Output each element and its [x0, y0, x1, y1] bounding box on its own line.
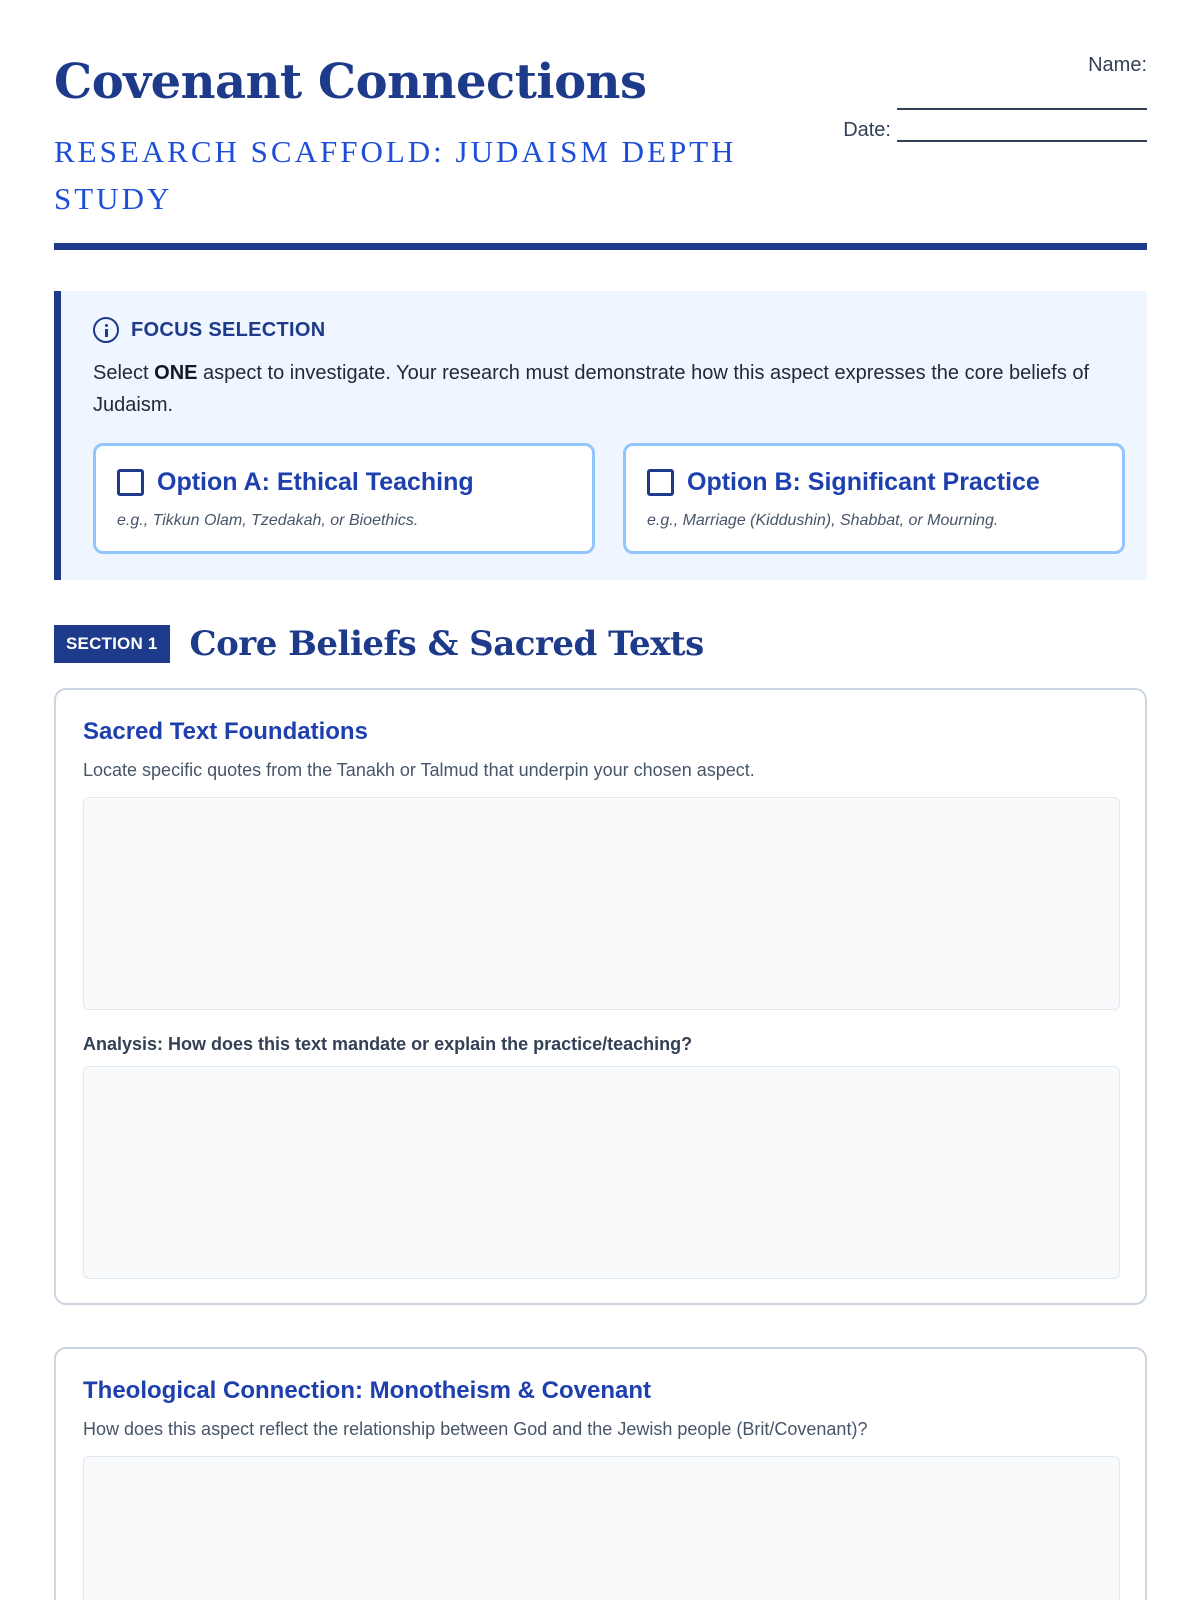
focus-heading [93, 317, 326, 343]
card-title: Sacred Text Foundations [83, 718, 368, 745]
focus-label: FOCUS SELECTION [131, 318, 326, 341]
theology-answer-area[interactable] [83, 1456, 1120, 1600]
quotes-answer-area[interactable] [83, 797, 1120, 1010]
student-meta [843, 54, 1147, 142]
option-b-card[interactable] [623, 443, 1125, 554]
option-b-heading [647, 468, 1040, 497]
date-label: Date: [843, 119, 891, 141]
theology-card [54, 1347, 1147, 1600]
date-row [843, 118, 1147, 142]
section-badge: SECTION 1 [54, 625, 170, 663]
card-title: Theological Connection: Monotheism & Covenant [83, 1377, 652, 1404]
worksheet-page [54, 0, 1147, 1439]
analysis-answer-area[interactable] [83, 1066, 1120, 1279]
info-icon [93, 317, 119, 343]
option-b-title: Option B: Significant Practice [687, 468, 1040, 496]
name-field[interactable] [897, 86, 1147, 110]
sacred-text-card [54, 688, 1147, 1305]
focus-desc-text-2: aspect to investigate. Your research must demonstrate how this aspect expresses the core beliefs of Judaism. [93, 362, 1090, 416]
section-1-heading [54, 624, 704, 664]
option-a-title: Option A: Ethical Teaching [157, 468, 474, 496]
name-label: Name: [1088, 54, 1147, 76]
focus-description [93, 357, 1103, 421]
section-title: Core Beliefs & Sacred Texts [189, 624, 704, 664]
analysis-prompt: Analysis: How does this text mandate or explain the practice/teaching? [83, 1034, 693, 1054]
option-a-checkbox[interactable] [117, 469, 144, 496]
option-a-example: e.g., Tikkun Olam, Tzedakah, or Bioethics. [117, 512, 419, 529]
option-a-heading [117, 468, 474, 497]
card-instructions: How does this aspect reflect the relationship between God and the Jewish people (Brit/Covenant)? [83, 1419, 868, 1439]
header [54, 0, 1147, 251]
option-b-example: e.g., Marriage (Kiddushin), Shabbat, or Mourning. [647, 512, 999, 529]
option-b-checkbox[interactable] [647, 469, 674, 496]
page-subtitle: RESEARCH SCAFFOLD: JUDAISM DEPTH STUDY [54, 134, 737, 216]
name-line-row [843, 86, 1147, 110]
header-divider [54, 243, 1147, 250]
card-instructions: Locate specific quotes from the Tanakh or Talmud that underpin your chosen aspect. [83, 760, 755, 780]
focus-selection-box [54, 291, 1147, 580]
focus-desc-text-1: Select [93, 362, 155, 384]
focus-desc-emphasis: ONE [154, 362, 198, 384]
date-field[interactable] [897, 118, 1147, 142]
page-title: Covenant Connections [54, 54, 647, 110]
name-row [843, 54, 1147, 86]
option-a-card[interactable] [93, 443, 595, 554]
